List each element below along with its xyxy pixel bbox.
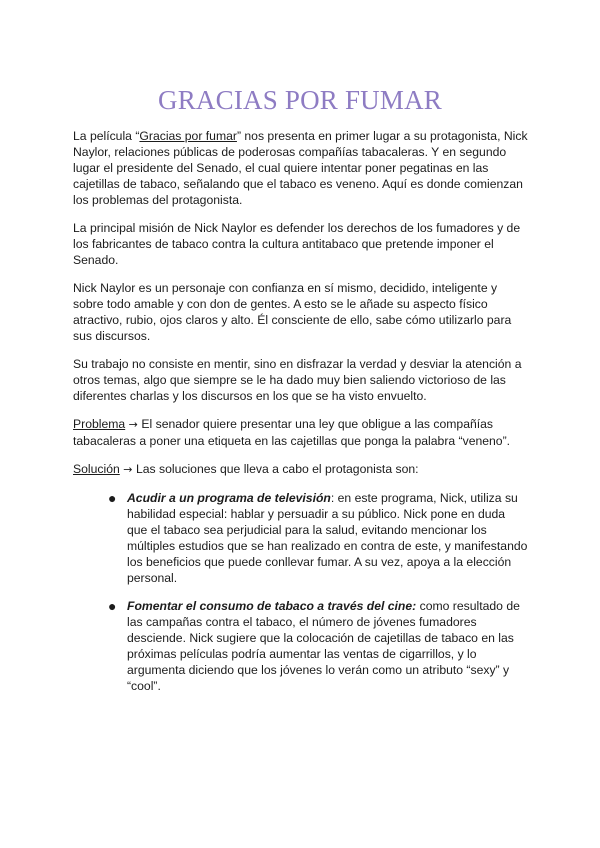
bullet-icon: ● <box>108 598 117 614</box>
page-title: GRACIAS POR FUMAR <box>158 85 442 115</box>
list-item-lead: Acudir a un programa de televisión <box>127 491 331 505</box>
intro-paragraph <box>73 128 528 208</box>
right-arrow-icon: → <box>119 463 136 476</box>
solution-label: Solución <box>73 462 120 476</box>
solution-paragraph <box>73 461 528 478</box>
problem-text: El senador quiere presentar una ley que obligue a las compañías tabacaleras a poner una etiqueta en las cajetillas que ponga la palabra “veneno”. <box>73 417 511 448</box>
list-item-text: : en este programa, Nick, utiliza su habilidad especial: hablar y persuadir a su público. Nick pone en duda que el tabaco sea perjudicial para la salud, evitando mencionar los múltiples estudios que se han realizado en contra de este, y manifestando los beneficios que puede conllevar fumar. A su vez, apoya a la elección personal. <box>127 491 528 585</box>
document-body <box>73 128 528 706</box>
film-title-link[interactable]: Gracias por fumar <box>139 129 237 143</box>
bullet-icon: ● <box>108 490 117 506</box>
paragraph-character: Nick Naylor es un personaje con confianza en sí mismo, decidido, inteligente y sobre todo amable y con don de gentes. A esto se le añade su aspecto físico atractivo, rubio, ojos claros y alto. Él consciente de ello, sabe cómo utilizarlo para sus discursos. <box>73 281 512 343</box>
intro-prefix: La película “ <box>73 129 140 143</box>
paragraph-mission: La principal misión de Nick Naylor es defender los derechos de los fumadores y de los fabricantes de tabaco contra la cultura antitabaco que pretende imponer el Senado. <box>73 221 521 267</box>
list-item <box>108 598 528 694</box>
solutions-list <box>73 490 528 694</box>
list-item <box>108 490 528 586</box>
paragraph-work: Su trabajo no consiste en mentir, sino en disfrazar la verdad y desviar la atención a otros temas, algo que siempre se le ha dado muy bien saliendo victorioso de las diferentes charlas y los discursos en los que se ha visto envuelto. <box>73 357 522 403</box>
right-arrow-icon: → <box>125 418 142 431</box>
solution-text: Las soluciones que lleva a cabo el protagonista son: <box>135 462 419 476</box>
list-item-text: como resultado de las campañas contra el tabaco, el número de jóvenes fumadores desciende. Nick sugiere que la colocación de cajetillas de tabaco en las próximas películas podría aumentar las ventas de cigarrillos, y lo argumenta diciendo que los jóvenes lo verán como un atributo “sexy” y “cool”. <box>127 599 520 693</box>
intro-text: ” nos presenta en primer lugar a su protagonista, Nick Naylor, relaciones públicas de poderosas compañías tabacaleras. Y en segundo lugar el presidente del Senado, el cual quiere intentar poner pegatinas en las cajetillas de tabaco, señalando que el tabaco es veneno. Aquí es donde comienzan los problemas del protagonista. <box>73 129 528 207</box>
list-item-lead: Fomentar el consumo de tabaco a través del cine: <box>127 599 417 613</box>
problem-label: Problema <box>73 417 126 431</box>
problem-paragraph <box>73 416 528 449</box>
